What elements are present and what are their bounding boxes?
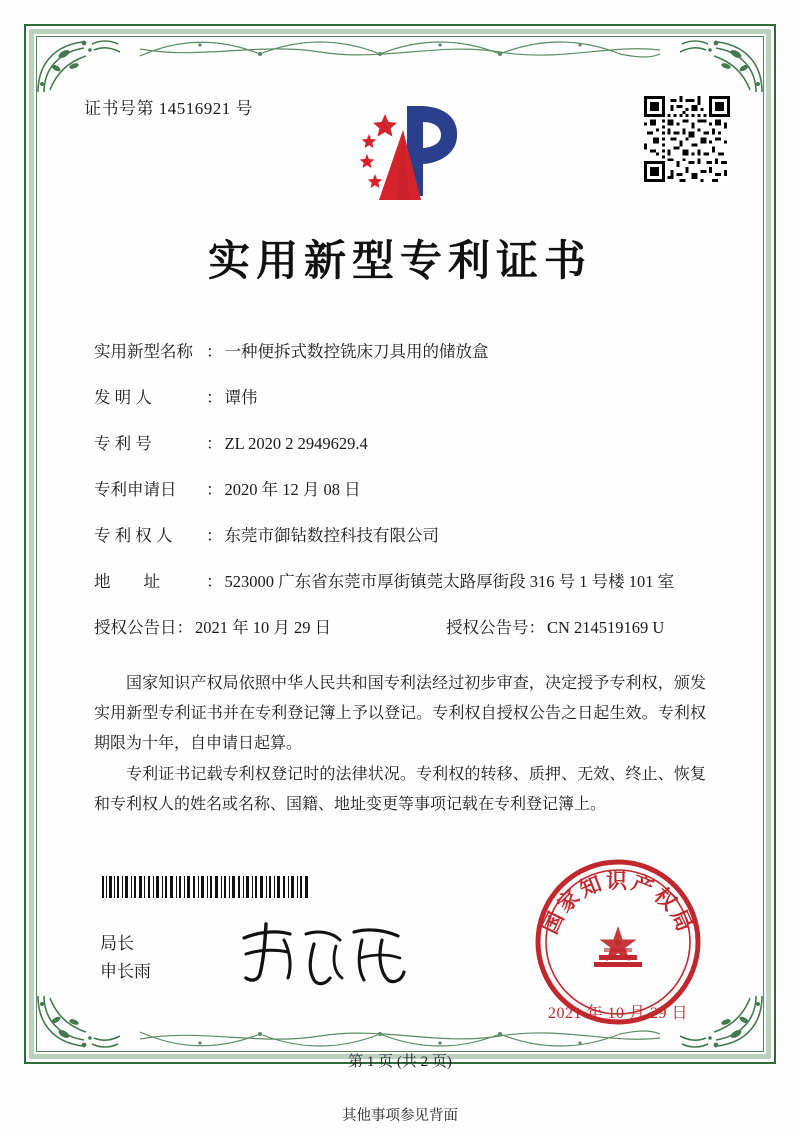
field-label: 专 利 号 (94, 433, 152, 453)
field-application-date (94, 478, 708, 502)
field-value: 一种便拆式数控铣床刀具用的储放盒 (224, 342, 489, 361)
field-label: 授权公告日 (94, 617, 177, 637)
field-inventor (94, 386, 708, 410)
field-colon: ： (206, 571, 223, 591)
field-colon: ： (206, 342, 223, 361)
qr-code (644, 96, 730, 182)
field-value: ZL 2020 2 2949629.4 (224, 433, 368, 453)
director-label: 局长 (100, 934, 134, 953)
field-value: 2020 年 12 月 08 日 (224, 479, 361, 499)
field-address (94, 570, 708, 594)
certificate-content (60, 60, 740, 821)
svg-text:国家知识产权局: 国家知识产权局 (537, 869, 699, 938)
field-value: 523000 广东省东莞市厚街镇莞太路厚街段 316 号 1 号楼 101 室 (224, 571, 675, 591)
seal-date: 2021 年 10 月 29 日 (547, 1005, 688, 1022)
top-edge-ornament-icon (140, 36, 660, 62)
field-label: 发 明 人 (94, 387, 152, 407)
field-label: 授权公告号 (446, 617, 529, 637)
bottom-edge-ornament-icon (140, 1026, 660, 1052)
field-colon: ： (206, 525, 223, 545)
field-label: 专利申请日 (94, 479, 177, 499)
header-row (60, 60, 740, 170)
legal-text (60, 669, 740, 819)
field-colon: ： (528, 617, 545, 637)
field-colon: ： (206, 433, 223, 453)
field-colon: ： (176, 617, 193, 637)
field-colon: ： (206, 479, 223, 499)
field-utility-model-name (94, 340, 708, 364)
field-value: CN 214519169 U (547, 617, 665, 637)
cnipa-emblem-icon (345, 100, 475, 205)
field-grant-date (94, 616, 424, 640)
corner-flourish-icon (34, 992, 126, 1054)
certificate-number: 证书号第 14516921 号 (84, 99, 253, 118)
field-value: 东莞市御钻数控科技有限公司 (224, 525, 439, 545)
field-value: 谭伟 (224, 387, 258, 407)
field-colon: ： (206, 387, 223, 407)
field-patentee (94, 524, 708, 548)
page-title: 实用新型专利证书 (207, 239, 592, 285)
barcode (100, 876, 312, 898)
field-value: 2021 年 10 月 29 日 (195, 617, 332, 637)
field-grant-number (424, 616, 708, 640)
field-patent-number (94, 432, 708, 456)
patent-fields (60, 340, 740, 639)
legal-paragraph: 国家知识产权局依照中华人民共和国专利法经过初步审查，决定授予专利权，颁发实用新型专利证书并在专利登记簿上予以登记。专利权自授权公告之日起生效。专利权期限为十年，自申请日起算。 (94, 675, 706, 752)
field-label: 专 利 权 人 (94, 525, 173, 545)
director-name: 申长雨 (100, 962, 151, 982)
page-number: 第 1 页 (共 2 页) (348, 1054, 452, 1070)
director-signature-block (100, 930, 151, 986)
footer-note: 其他事项参见背面 (342, 1108, 458, 1124)
field-grant-row (94, 616, 708, 640)
legal-paragraph: 专利证书记载专利权登记时的法律状况。专利权的转移、质押、无效、终止、恢复和专利权人的姓名或名称、国籍、地址变更等事项记载在专利登记簿上。 (94, 766, 706, 813)
handwritten-signature-icon (232, 918, 422, 988)
field-label: 实用新型名称 (94, 342, 193, 361)
field-label: 地 址 (94, 571, 160, 591)
